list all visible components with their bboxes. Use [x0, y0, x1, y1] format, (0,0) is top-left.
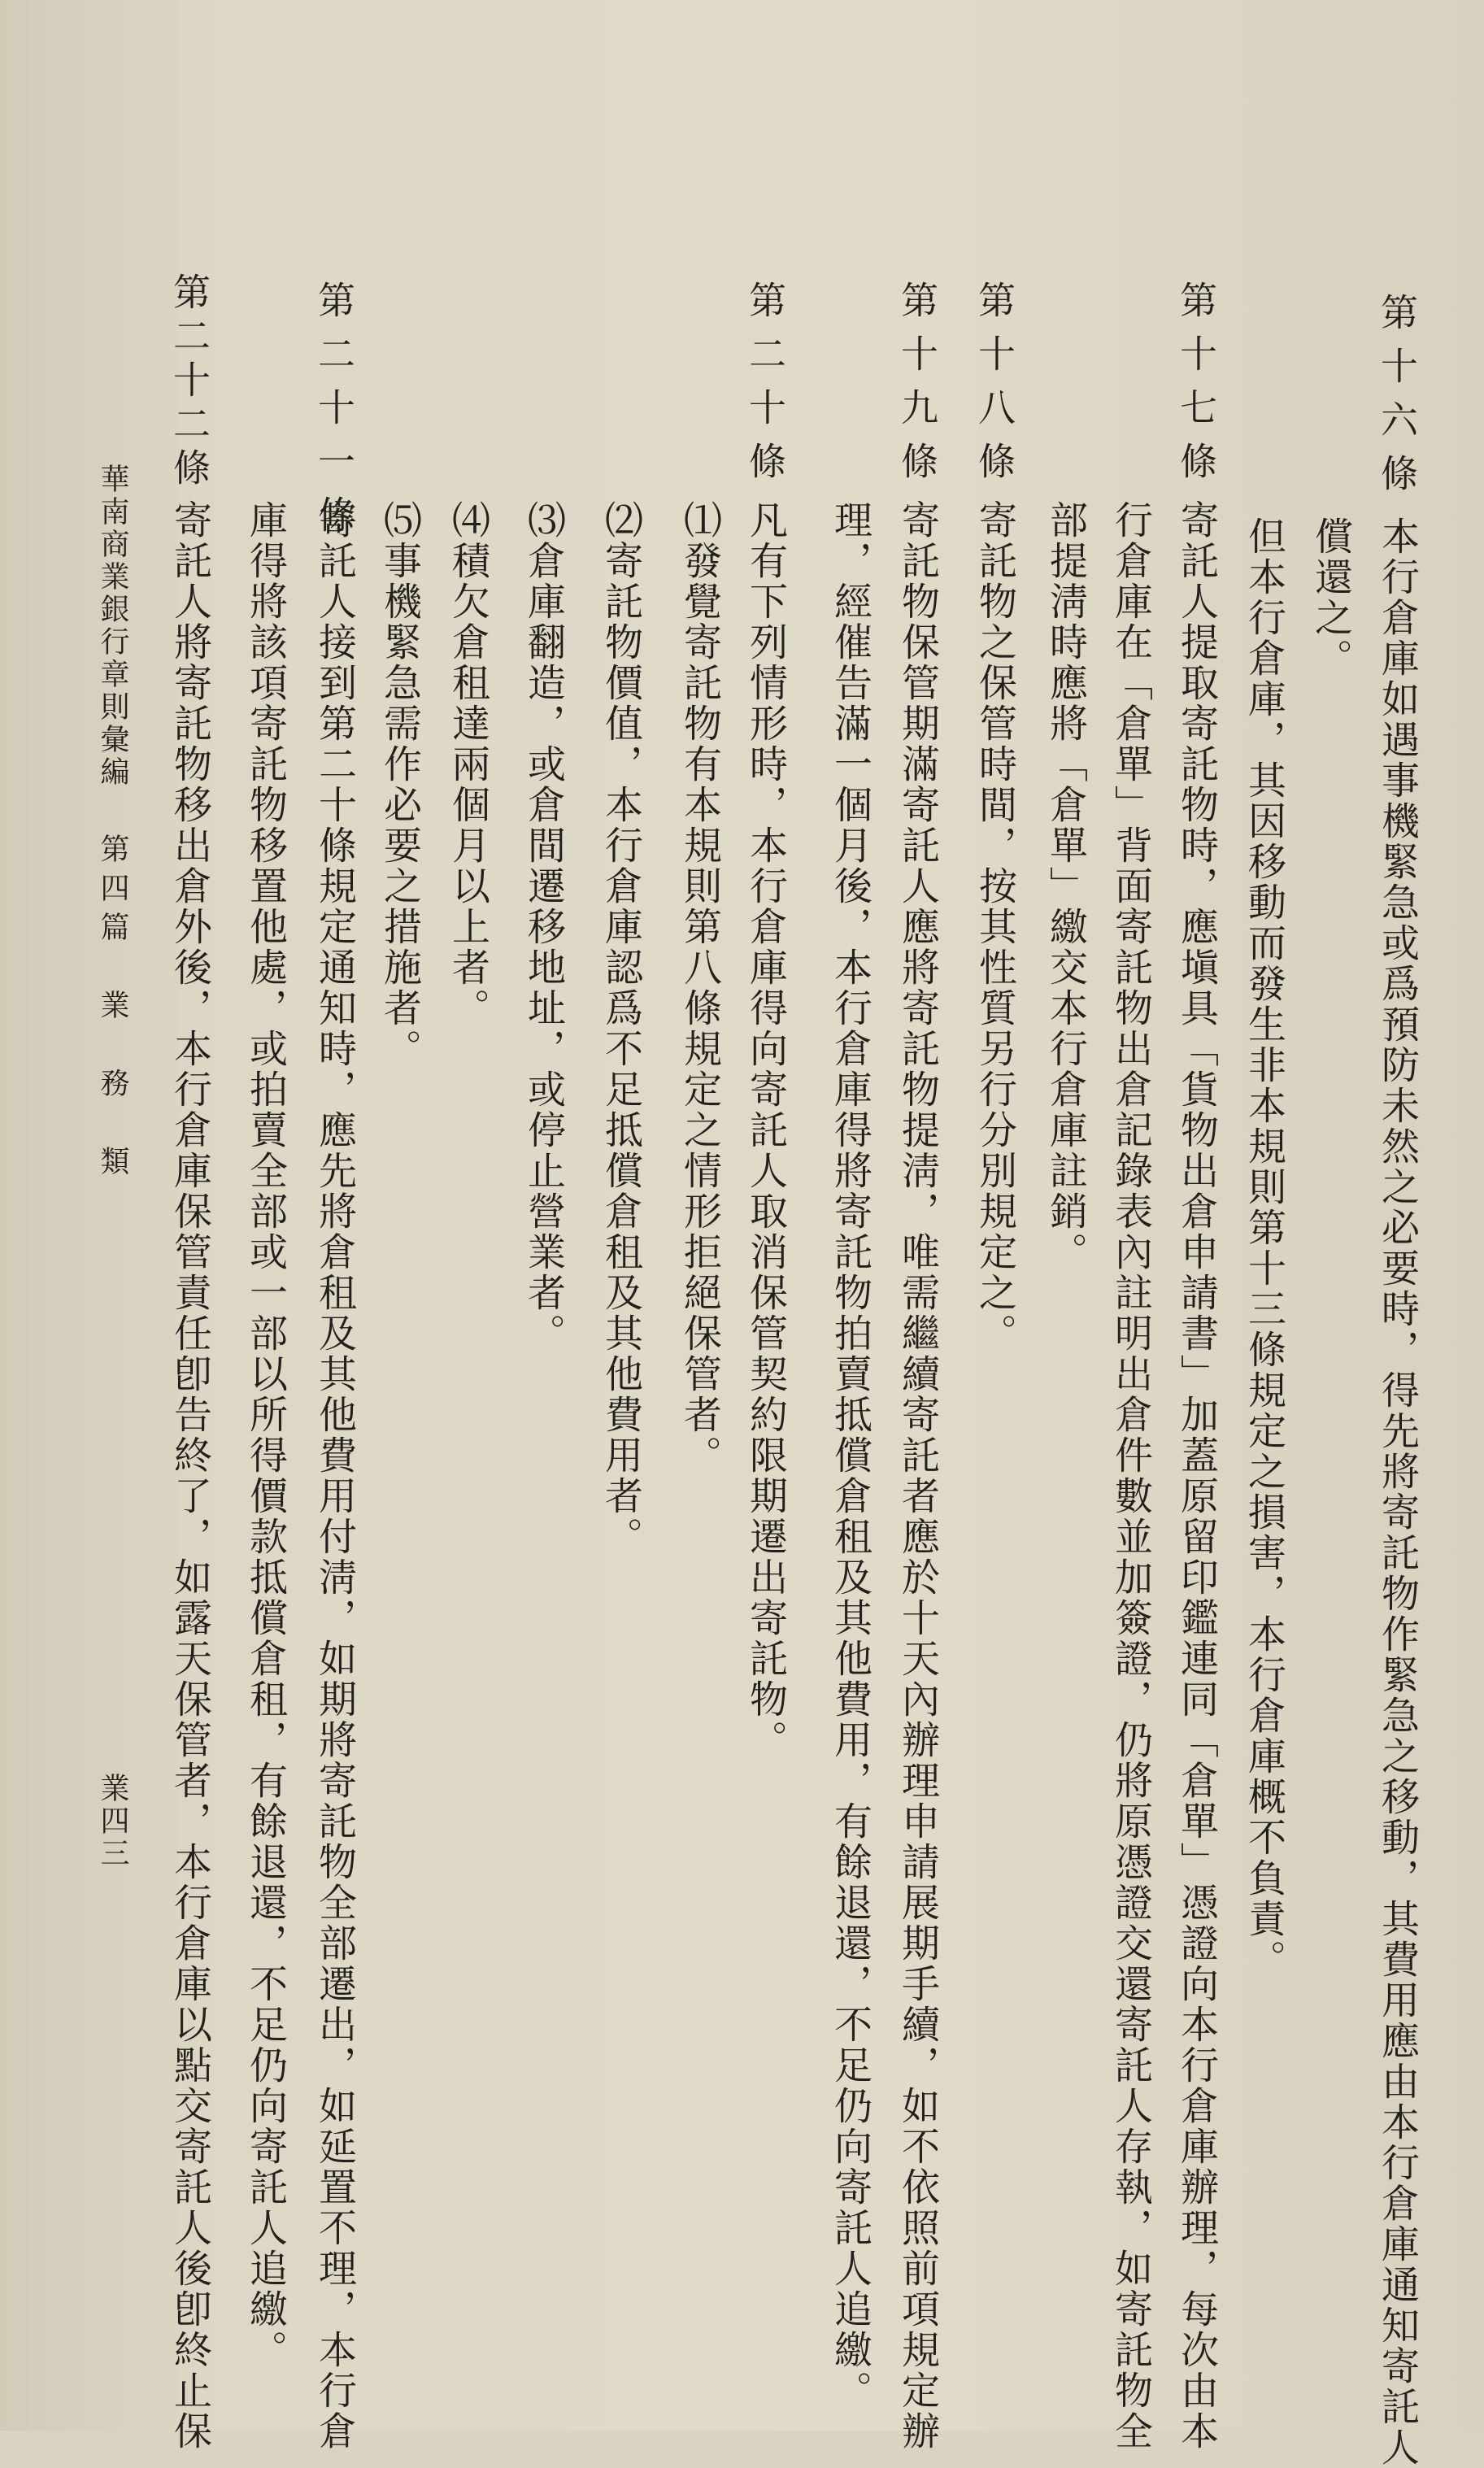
footer-page-number: 業四三	[96, 1773, 129, 1870]
article-18-line-1: 寄託物之保管時間，按其性質另行分別規定之。	[973, 500, 1017, 1354]
article-22-line-1: 寄託人將寄託物移出倉外後，本行倉庫保管責任卽告終了，如露天保管者，本行倉庫以點交寄託人後卽終止保	[168, 500, 212, 2452]
article-16-label: 第十六條	[1375, 293, 1419, 507]
article-21-line-1: 寄託人接到第二十條規定通知時，應先將倉租及其他費用付淸，如期將寄託物全部遷出，如延置不理，本行倉	[312, 500, 357, 2452]
footer-book-title: 華南商業銀行章則彙編	[96, 464, 129, 789]
article-20-item-4: ⑷積欠倉租達兩個月以上者。	[446, 500, 490, 1029]
article-21-line-2: 庫得將該項寄託物移置他處，或拍賣全部或一部以所得價款抵償倉租，有餘退還，不足仍向寄託人追繳。	[243, 500, 288, 2370]
article-22-label: 第二十二條	[168, 272, 211, 492]
article-20-line-1: 凡有下列情形時，本行倉庫得向寄託人取消保管契約限期遷出寄託物。	[743, 500, 788, 1761]
article-16-line-3: 但本行倉庫，其因移動而發生非本規則第十三條規定之損害，本行倉庫概不負責。	[1242, 516, 1286, 1980]
article-17-line-1: 寄託人提取寄託物時，應塡具「貨物出倉申請書」加蓋原留印鑑連同「倉單」憑證向本行倉庫辦理，每次由本	[1174, 500, 1219, 2452]
article-19-line-2: 理，經催告滿一個月後，本行倉庫得將寄託物拍賣抵償倉租及其他費用，有餘退還，不足仍向寄託人追繳。	[828, 500, 873, 2411]
article-19-label: 第十九條	[895, 281, 939, 495]
article-20-item-2: ⑵寄託物價值，本行倉庫認爲不足抵償倉租及其他費用者。	[598, 500, 643, 1557]
article-18-label: 第十八條	[973, 281, 1016, 495]
footer-section: 第四篇 業 務 類	[96, 834, 129, 1185]
article-17-line-2: 行倉庫在「倉單」背面寄託物出倉記錄表內註明出倉件數並加簽證，仍將原憑證交還寄託人存執，如寄託物全	[1108, 500, 1153, 2452]
article-17-label: 第十七條	[1174, 281, 1218, 495]
article-20-label: 第二十條	[743, 281, 787, 495]
article-16-line-2: 償還之。	[1308, 516, 1353, 679]
article-16-line-1: 本行倉庫如遇事機緊急或爲預防未然之必要時，得先將寄託物作緊急之移動，其費用應由本行倉庫通知寄託人	[1375, 516, 1420, 2468]
article-20-item-5: ⑸事機緊急需作必要之措施者。	[377, 500, 422, 1069]
article-20-item-1: ⑴發覺寄託物有本規則第八條規定之情形拒絕保管者。	[677, 500, 722, 1476]
article-19-line-1: 寄託物保管期滿寄託人應將寄託物提淸，唯需繼續寄託者應於十天內辦理申請展期手續，如不依照前項規定辦	[895, 500, 940, 2452]
article-17-line-3: 部提淸時應將「倉單」繳交本行倉庫註銷。	[1043, 500, 1088, 1273]
article-20-item-3: ⑶倉庫翻造，或倉間遷移地址，或停止營業者。	[521, 500, 566, 1354]
article-21-label: 第二十一條	[312, 281, 356, 549]
